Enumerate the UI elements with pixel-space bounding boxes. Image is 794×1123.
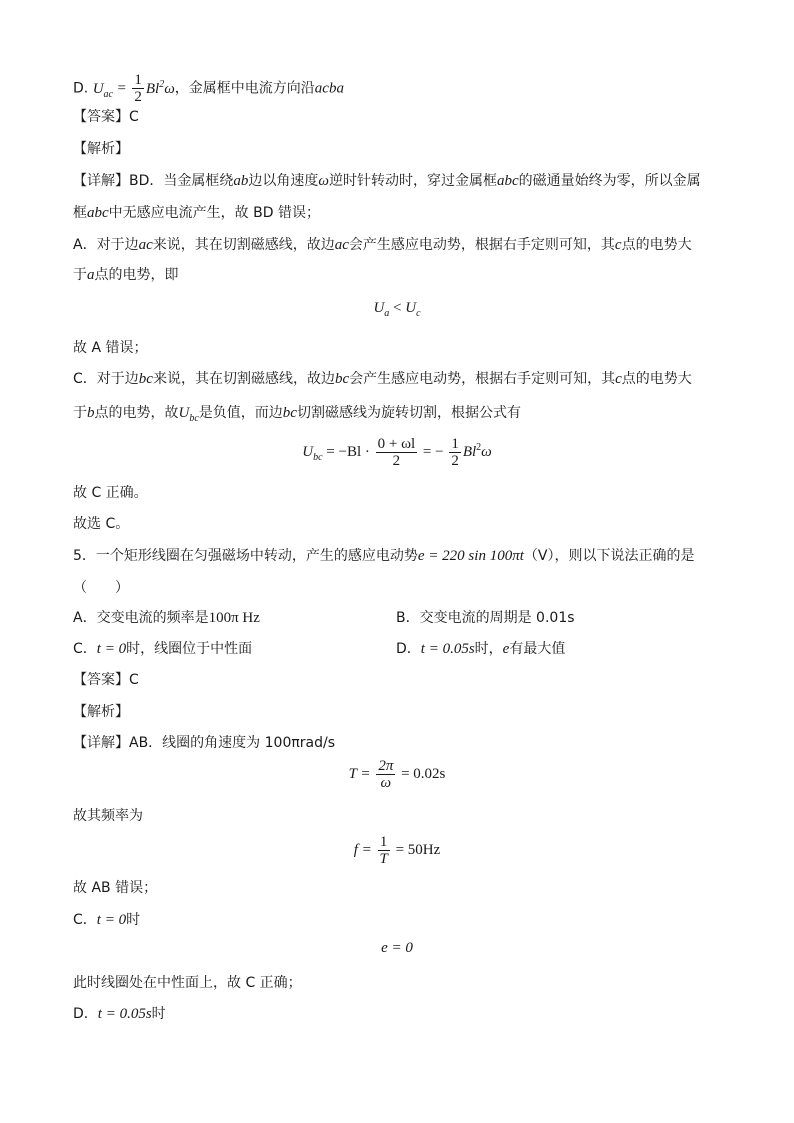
detail-2-line-1: 【详解】AB．线圈的角速度为 100πrad/s xyxy=(73,735,336,751)
detail-2-d: D．t = 0.05s时 xyxy=(73,1006,166,1022)
analysis-1: 【解析】 xyxy=(73,141,129,157)
formula-bl2w: Bl$^2$ω xyxy=(145,78,175,97)
option-d-prev xyxy=(73,72,344,105)
answer-2: 【答案】C xyxy=(73,672,139,688)
item-c-line-2: 于b点的电势，故$U_{bc}$是负值，而边bc切割磁感线为旋转切割，根据公式有 xyxy=(73,405,521,424)
detail-2-c: C．t = 0时 xyxy=(73,912,141,928)
question-5-stem: 5．一个矩形线圈在匀强磁场中转动，产生的感应电动势e = 220 sin 100πt（V），则以下说法正确的是 xyxy=(73,548,695,564)
question-5-blank: （ ） xyxy=(73,580,129,596)
item-a-line-2: 于a点的电势，即 xyxy=(73,267,179,283)
detail-1-line-2: 框abc中无感应电流产生，故 BD 错误； xyxy=(73,205,320,221)
q5-option-b: B．交变电流的周期是 0.01s xyxy=(396,610,575,626)
analysis-2: 【解析】 xyxy=(73,704,129,720)
equation-frequency: f = $\frac{1}{T}$ = 50Hz xyxy=(353,834,441,867)
option-text: ，金属框中电流方向沿 xyxy=(174,80,315,97)
detail-1-line-1: 【详解】BD．当金属框绕ab边以角速度ω逆时针转动时，穿过金属框abc的磁通量始终为零，所以金属 xyxy=(73,173,701,189)
ab-conclusion: 故 AB 错误； xyxy=(73,880,158,896)
q5-option-d: D．t = 0.05s时，e有最大值 xyxy=(396,641,566,657)
item-a-conclusion: 故 A 错误； xyxy=(73,340,148,356)
answer-1: 【答案】C xyxy=(73,109,139,125)
frequency-line: 故其频率为 xyxy=(73,808,143,824)
path-acba: acba xyxy=(314,80,344,97)
equation-period: T = $\frac{2\pi}{\omega}$ = 0.02s xyxy=(348,758,446,791)
c-conclusion: 此时线圈处在中性面上，故 C 正确； xyxy=(73,975,302,991)
formula-u: $U_{ac}$ xyxy=(92,80,113,100)
equation-ubc: $U_{bc} = -Bl$ · $\frac{0 + \omega l}{2}$ = − $\frac{1}{2}$ Bl$^2$ω xyxy=(302,436,492,469)
item-c-conclusion: 故 C 正确。 xyxy=(73,485,148,501)
q5-option-a: A．交变电流的频率是100π Hz xyxy=(73,610,260,626)
option-label: D. xyxy=(73,80,89,97)
equation-ua-lt-uc: $U_a < U_c$ xyxy=(373,300,421,319)
equation-e-zero: e = 0 xyxy=(381,940,413,956)
final-choice-1: 故选 C。 xyxy=(73,516,130,532)
item-a-line-1: A．对于边ac来说，其在切割磁感线，故边ac会产生感应电动势，根据右手定则可知，其c点的电势大 xyxy=(73,237,692,253)
equals: = xyxy=(117,80,126,97)
item-c-line-1: C．对于边bc来说，其在切割磁感线，故边bc会产生感应电动势，根据右手定则可知，其c点的电势大 xyxy=(73,371,692,387)
q5-option-c: C．t = 0时，线圈位于中性面 xyxy=(73,641,253,657)
fraction-half: $\frac{1}{2}$ xyxy=(134,72,142,105)
